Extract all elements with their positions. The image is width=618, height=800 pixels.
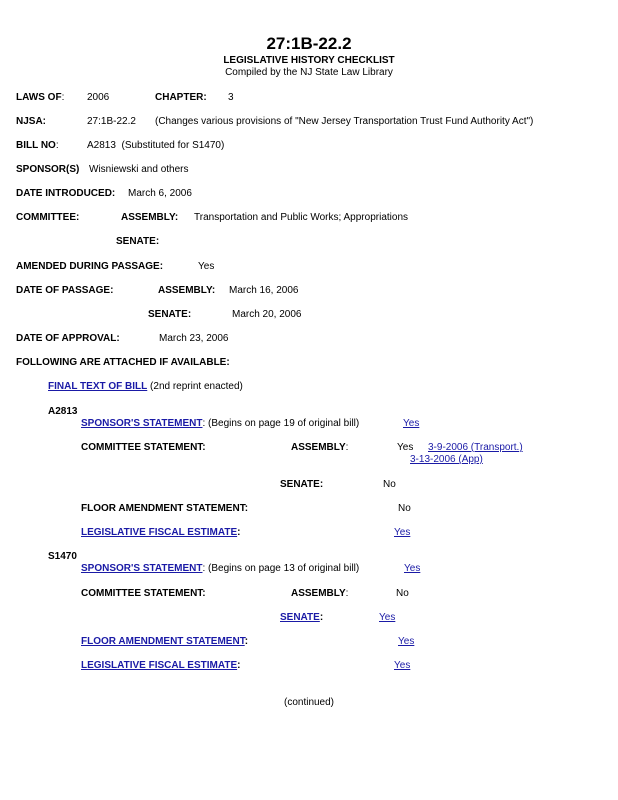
s1470-assembly-row: [291, 588, 348, 600]
bill-no-row: [16, 140, 59, 152]
date-of-passage-label: DATE OF PASSAGE:: [16, 285, 114, 296]
a2813-assembly-row: [291, 442, 348, 454]
s1470-floor-row: [81, 636, 248, 648]
committee-label: COMMITTEE:: [16, 212, 80, 223]
s1470-senate-colon: :: [319, 612, 324, 623]
passage-assembly-value: March 16, 2006: [229, 285, 299, 296]
a2813-sponsor-note: : (Begins on page 19 of original bill): [202, 418, 360, 429]
date-of-approval-label: DATE OF APPROVAL:: [16, 333, 120, 344]
committee-assembly-label: ASSEMBLY:: [121, 212, 179, 223]
a2813-fiscal-yes-link[interactable]: Yes: [394, 527, 411, 538]
sponsor-label: SPONSOR(S): [16, 164, 80, 175]
amended-value: Yes: [198, 261, 215, 272]
s1470-fiscal-colon: :: [237, 660, 241, 671]
s1470-assembly-colon: :: [345, 588, 349, 599]
page-subtitle: LEGISLATIVE HISTORY CHECKLIST: [223, 55, 395, 66]
njsa-label: NJSA:: [16, 116, 47, 127]
njsa-value: 27:1B-22.2: [87, 116, 136, 127]
s1470-senate-row: [280, 612, 323, 624]
sponsor-value: Wisniewski and others: [89, 164, 189, 175]
date-introduced-value: March 6, 2006: [128, 188, 192, 199]
s1470-floor-yes-link[interactable]: Yes: [398, 636, 415, 647]
final-text-note: (2nd reprint enacted): [150, 381, 243, 392]
a2813-senate-value: No: [383, 479, 396, 490]
date-of-approval-value: March 23, 2006: [159, 333, 229, 344]
laws-of-row: [16, 92, 64, 104]
a2813-committee-label: COMMITTEE STATEMENT:: [81, 442, 206, 453]
bill-no-note: (Substituted for S1470): [121, 140, 225, 151]
a2813-senate-label: SENATE:: [280, 479, 324, 490]
attached-heading: FOLLOWING ARE ATTACHED IF AVAILABLE:: [16, 357, 230, 368]
date-introduced-label: DATE INTRODUCED:: [16, 188, 116, 199]
a2813-sponsor-statement-link[interactable]: SPONSOR'S STATEMENT: [81, 418, 203, 429]
s1470-sponsor-yes-link[interactable]: Yes: [404, 563, 421, 574]
s1470-fiscal-estimate-link[interactable]: LEGISLATIVE FISCAL ESTIMATE: [81, 660, 238, 671]
s1470-sponsor-row: [81, 563, 359, 575]
s1470-senate-yes-link[interactable]: Yes: [379, 612, 396, 623]
committee-senate-label: SENATE:: [116, 236, 160, 247]
continued-note: (continued): [283, 697, 335, 708]
njsa-description: (Changes various provisions of "New Jersey Transportation Trust Fund Authority Act"): [155, 116, 534, 127]
a2813-fiscal-row: [81, 527, 240, 539]
s1470-sponsor-statement-link[interactable]: SPONSOR'S STATEMENT: [81, 563, 203, 574]
bill-no-number: A2813: [87, 140, 116, 151]
a2813-fiscal-colon: :: [237, 527, 241, 538]
a2813-sponsor-row: [81, 418, 359, 430]
committee-assembly-value: Transportation and Public Works; Appropriations: [194, 212, 408, 223]
a2813-floor-value: No: [398, 503, 411, 514]
page-title: 27:1B-22.2: [266, 34, 352, 53]
a2813-assembly-link-app[interactable]: 3-13-2006 (App): [410, 454, 483, 465]
a2813-fiscal-estimate-link[interactable]: LEGISLATIVE FISCAL ESTIMATE: [81, 527, 238, 538]
s1470-floor-colon: :: [244, 636, 249, 647]
chapter-value: 3: [228, 92, 234, 103]
passage-senate-label: SENATE:: [148, 309, 192, 320]
amended-label: AMENDED DURING PASSAGE:: [16, 261, 164, 272]
a2813-floor-label: FLOOR AMENDMENT STATEMENT:: [81, 503, 249, 514]
chapter-label: CHAPTER:: [155, 92, 207, 103]
s1470-senate-link[interactable]: SENATE: [280, 612, 320, 623]
a2813-assembly-value: Yes: [397, 442, 414, 453]
compiled-by: Compiled by the NJ State Law Library: [225, 67, 393, 78]
s1470-fiscal-yes-link[interactable]: Yes: [394, 660, 411, 671]
s1470-committee-label: COMMITTEE STATEMENT:: [81, 588, 206, 599]
a2813-assembly-label: ASSEMBLY: [291, 442, 346, 453]
a2813-heading: A2813: [48, 406, 78, 417]
s1470-fiscal-row: [81, 660, 240, 672]
passage-senate-value: March 20, 2006: [232, 309, 302, 320]
laws-of-colon: :: [61, 92, 65, 103]
bill-no-label: BILL NO: [16, 140, 56, 151]
s1470-heading: S1470: [48, 551, 77, 562]
a2813-sponsor-yes-link[interactable]: Yes: [403, 418, 420, 429]
a2813-assembly-link-transport[interactable]: 3-9-2006 (Transport.): [428, 442, 523, 453]
passage-assembly-label: ASSEMBLY:: [158, 285, 216, 296]
s1470-floor-amendment-link[interactable]: FLOOR AMENDMENT STATEMENT: [81, 636, 245, 647]
s1470-assembly-value: No: [396, 588, 409, 599]
a2813-assembly-colon: :: [345, 442, 349, 453]
s1470-sponsor-note: : (Begins on page 13 of original bill): [202, 563, 360, 574]
laws-of-label: LAWS OF: [16, 92, 62, 103]
final-text-row: [48, 381, 243, 393]
laws-of-value: 2006: [87, 92, 110, 103]
s1470-assembly-label: ASSEMBLY: [291, 588, 346, 599]
bill-no-value: [87, 140, 224, 152]
bill-no-colon: :: [55, 140, 59, 151]
final-text-link[interactable]: FINAL TEXT OF BILL: [48, 381, 148, 392]
